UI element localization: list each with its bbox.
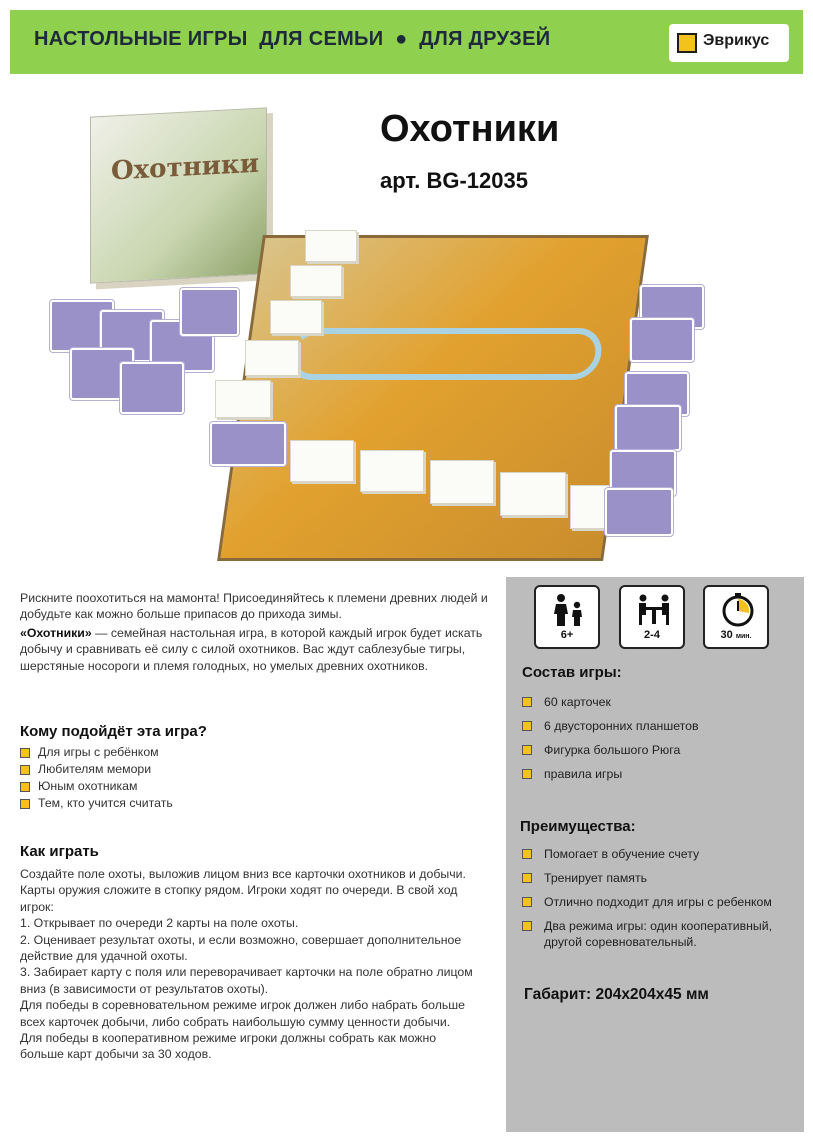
list-item: Отлично подходит для игры с ребенком	[522, 894, 792, 910]
players-value: 2-4	[644, 629, 660, 641]
box-title: Охотники	[111, 148, 259, 187]
howto-line: 3. Забирает карту с поля или переворачивает карточки на поле обратно лицом	[20, 965, 473, 980]
parent-child-icon	[551, 593, 587, 627]
info-sidebar	[506, 577, 804, 1132]
time-value: 30 мин.	[720, 629, 752, 641]
intro-text	[20, 590, 492, 676]
game-box-image	[90, 107, 267, 283]
card-image	[120, 362, 184, 414]
header-banner	[10, 10, 803, 74]
list-item: Тренирует память	[522, 870, 792, 886]
contents-heading: Состав игры:	[522, 664, 622, 681]
card-image	[500, 472, 566, 516]
bullet-square-icon	[522, 697, 532, 707]
card-image	[305, 230, 357, 262]
bullet-square-icon	[522, 873, 532, 883]
card-image	[290, 440, 354, 482]
brand-logo-text: Эврикус	[703, 32, 770, 49]
card-image	[615, 405, 681, 451]
howto-heading: Как играть	[20, 843, 99, 860]
bullet-square-icon	[522, 769, 532, 779]
bullet-square-icon	[522, 897, 532, 907]
howto-line: действие для удачной охоты.	[20, 949, 188, 964]
card-image	[270, 300, 322, 334]
howto-line: игрок:	[20, 899, 54, 914]
howto-line: Создайте поле охоты, выложив лицом вниз все карточки охотников и добычи.	[20, 867, 466, 881]
time-unit: мин.	[735, 633, 752, 640]
card-image	[430, 460, 494, 504]
brand-logo	[669, 24, 789, 62]
tagline: НАСТОЛЬНЫЕ ИГРЫ ДЛЯ СЕМЬИ ● ДЛЯ ДРУЗЕЙ	[34, 28, 551, 50]
list-item: Для игры с ребёнком	[20, 744, 173, 761]
article-number: арт. BG-12035	[380, 168, 528, 193]
howto-line: Для победы в соревновательном режиме игрок должен либо набрать больше	[20, 998, 466, 1013]
list-item: правила игры	[522, 766, 792, 782]
list-item: Помогает в обучение счету	[522, 846, 792, 862]
stopwatch-icon	[720, 593, 756, 627]
howto-line: всех карточек добычи, либо собрать наибольшую сумму ценности добычи.	[20, 1014, 451, 1029]
product-title: Охотники	[380, 108, 560, 150]
players-at-table-icon	[636, 593, 672, 627]
card-image	[605, 488, 673, 536]
river-shape	[286, 328, 605, 380]
intro-paragraph	[20, 625, 492, 674]
list-item: Юным охотникам	[20, 778, 173, 795]
game-name-bold: «Охотники»	[20, 625, 92, 640]
howto-line: 2. Оценивает результат охоты, и если возможно, совершает дополнительное	[20, 932, 462, 947]
card-image	[290, 265, 342, 297]
card-image	[630, 318, 694, 362]
bullet-square-icon	[522, 721, 532, 731]
intro-description: — семейная настольная игра, в которой каждый игрок будет искать добычу и сравнивать её силу с силой охотников. Вас ждут саблезубые тигры, шерстяные носороги и племя голодных, но умелых древних охотников.	[20, 625, 483, 673]
bullet-square-icon	[20, 765, 30, 775]
list-item: Фигурка большого Рюга	[522, 742, 792, 758]
card-image	[215, 380, 271, 418]
intro-paragraph: Рискните поохотиться на мамонта! Присоединяйтесь к племени древних людей и добудьте как можно больше припасов до прихода зимы.	[20, 591, 488, 622]
card-image	[245, 340, 299, 376]
howto-line: Карты оружия сложите в стопку рядом. Игроки ходят по очереди. В свой ход	[20, 883, 458, 898]
howto-line: вниз (в зависимости от результатов охоты).	[20, 981, 269, 996]
contents-list	[522, 694, 792, 782]
howto-line: больше карт добычи за 30 ходов.	[20, 1047, 212, 1062]
benefits-heading: Преимущества:	[520, 818, 636, 835]
bullet-square-icon	[522, 849, 532, 859]
list-item: 6 двусторонних планшетов	[522, 718, 792, 734]
card-image	[210, 422, 286, 466]
players-badge	[619, 585, 685, 649]
howto-line: 1. Открывает по очереди 2 карты на поле охоты.	[20, 916, 299, 931]
card-image	[360, 450, 424, 492]
product-photo	[40, 100, 740, 560]
audience-list	[20, 744, 173, 812]
card-image	[180, 288, 239, 336]
bullet-square-icon	[20, 748, 30, 758]
list-item: Любителям мемори	[20, 761, 173, 778]
benefits-list	[522, 846, 792, 950]
age-value: 6+	[560, 629, 574, 641]
bullet-square-icon	[522, 745, 532, 755]
dimensions: Габарит: 204x204x45 мм	[524, 986, 709, 1003]
bullet-square-icon	[20, 782, 30, 792]
bullet-square-icon	[20, 799, 30, 809]
howto-text	[20, 866, 494, 1063]
list-item: Два режима игры: один кооперативный, другой соревновательный.	[522, 918, 792, 950]
time-badge	[703, 585, 769, 649]
audience-heading: Кому подойдёт эта игра?	[20, 723, 207, 740]
list-item: Тем, кто учится считать	[20, 795, 173, 812]
bullet-square-icon	[522, 921, 532, 931]
smiley-logo-icon	[677, 33, 697, 53]
howto-line: Для победы в кооперативном режиме игроки должны собрать как можно	[20, 1031, 437, 1046]
list-item: 60 карточек	[522, 694, 792, 710]
age-badge	[534, 585, 600, 649]
